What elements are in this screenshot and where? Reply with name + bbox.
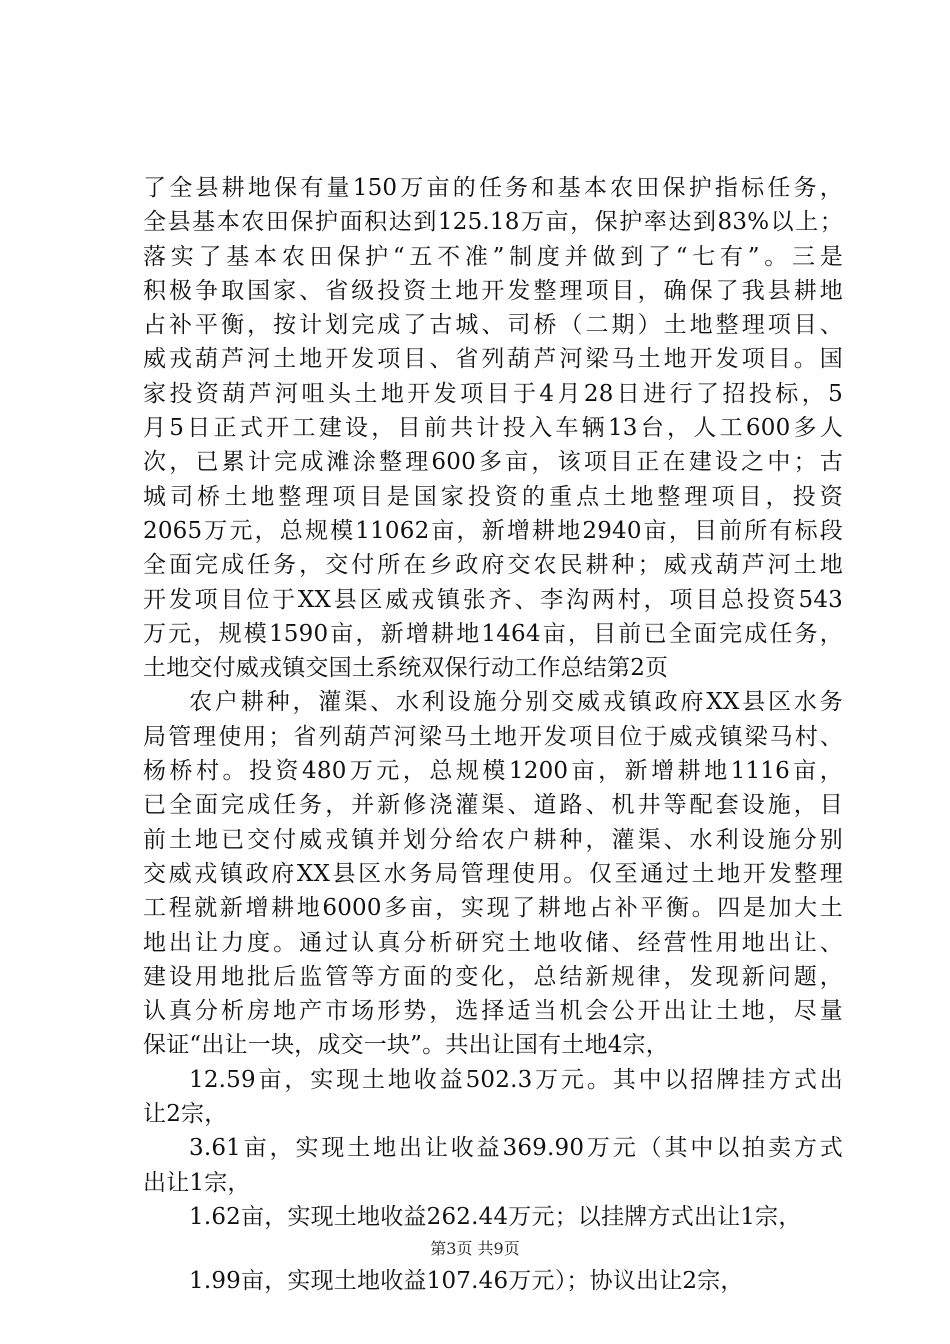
text-line: 建设用地批后监管等方面的变化，总结新规律，发现新问题，: [143, 963, 843, 990]
text-line: 已全面完成任务，并新修浇灌渠、道路、机井等配套设施，目: [143, 792, 843, 819]
text-line: 积极争取国家、省级投资土地开发整理项目，确保了我县耕地: [143, 277, 843, 304]
text-line: 保证“出让一块，成交一块”。共出让国有土地4宗，: [143, 1032, 669, 1059]
text-line: 局管理使用；省列葫芦河梁马土地开发项目位于威戎镇梁马村、: [143, 723, 843, 750]
text-line: 城司桥土地整理项目是国家投资的重点土地整理项目，投资: [143, 483, 843, 510]
text-line: 落实了基本农田保护“五不准”制度并做到了“七有”。三是: [143, 243, 843, 270]
text-line: 认真分析房地产市场形势，选择适当机会公开出让土地，尽量: [143, 998, 843, 1025]
text-line: 占补平衡，按计划完成了古城、司桥（二期）土地整理项目、: [143, 312, 843, 339]
text-line: 地出让力度。通过认真分析研究土地收储、经营性用地出让、: [143, 929, 843, 956]
text-line: 威戎葫芦河土地开发项目、省列葫芦河梁马土地开发项目。国: [143, 346, 843, 373]
text-line: 土地交付威戎镇交国土系统双保行动工作总结第2页: [143, 655, 669, 682]
text-line: 3.61亩，实现土地出让收益369.90万元（其中以拍卖方式: [189, 1135, 843, 1162]
text-line: 全面完成任务，交付所在乡政府交农民耕种；威戎葫芦河土地: [143, 552, 843, 579]
text-line: 次，已累计完成滩涂整理600多亩，该项目正在建设之中；古: [143, 449, 843, 476]
document-body: [143, 171, 843, 1299]
text-line: 交威戎镇政府XX县区水务局管理使用。仅至通过土地开发整理: [143, 860, 843, 887]
text-line: 12.59亩，实现土地收益502.3万元。其中以招牌挂方式出: [189, 1066, 843, 1093]
text-line: 出让1宗，: [143, 1169, 251, 1196]
text-line: 家投资葫芦河咀头土地开发项目于4月28日进行了招投标，5: [143, 380, 843, 407]
text-line: 月5日正式开工建设，目前共计投入车辆13台，人工600多人: [143, 415, 843, 442]
text-line: 1.62亩，实现土地收益262.44万元；以挂牌方式出让1宗，: [189, 1203, 802, 1230]
text-line: 了全县耕地保有量150万亩的任务和基本农田保护指标任务，: [143, 175, 843, 201]
text-line: 2065万元，总规模11062亩，新增耕地2940亩，目前所有标段: [143, 517, 843, 544]
text-line: 杨桥村。投资480万元，总规模1200亩，新增耕地1116亩，: [143, 758, 843, 785]
text-line: 让2宗，: [143, 1101, 228, 1128]
text-line: 全县基本农田保护面积达到125.18万亩，保护率达到83%以上；: [143, 209, 843, 236]
page-footer: 第3页 共9页: [430, 1239, 520, 1258]
text-line: 万元，规模1590亩，新增耕地1464亩，目前已全面完成任务，: [143, 620, 843, 647]
text-line: 工程就新增耕地6000多亩，实现了耕地占补平衡。四是加大土: [143, 895, 843, 922]
text-line: 农户耕种，灌渠、水利设施分别交威戎镇政府XX县区水务: [189, 689, 843, 716]
text-line: 开发项目位于XX县区威戎镇张齐、李沟两村，项目总投资543: [143, 586, 843, 613]
text-line: 前土地已交付威戎镇并划分给农户耕种，灌渠、水利设施分别: [143, 826, 843, 853]
text-line: 1.99亩，实现土地收益107.46万元）；协议出让2宗，: [189, 1268, 744, 1295]
